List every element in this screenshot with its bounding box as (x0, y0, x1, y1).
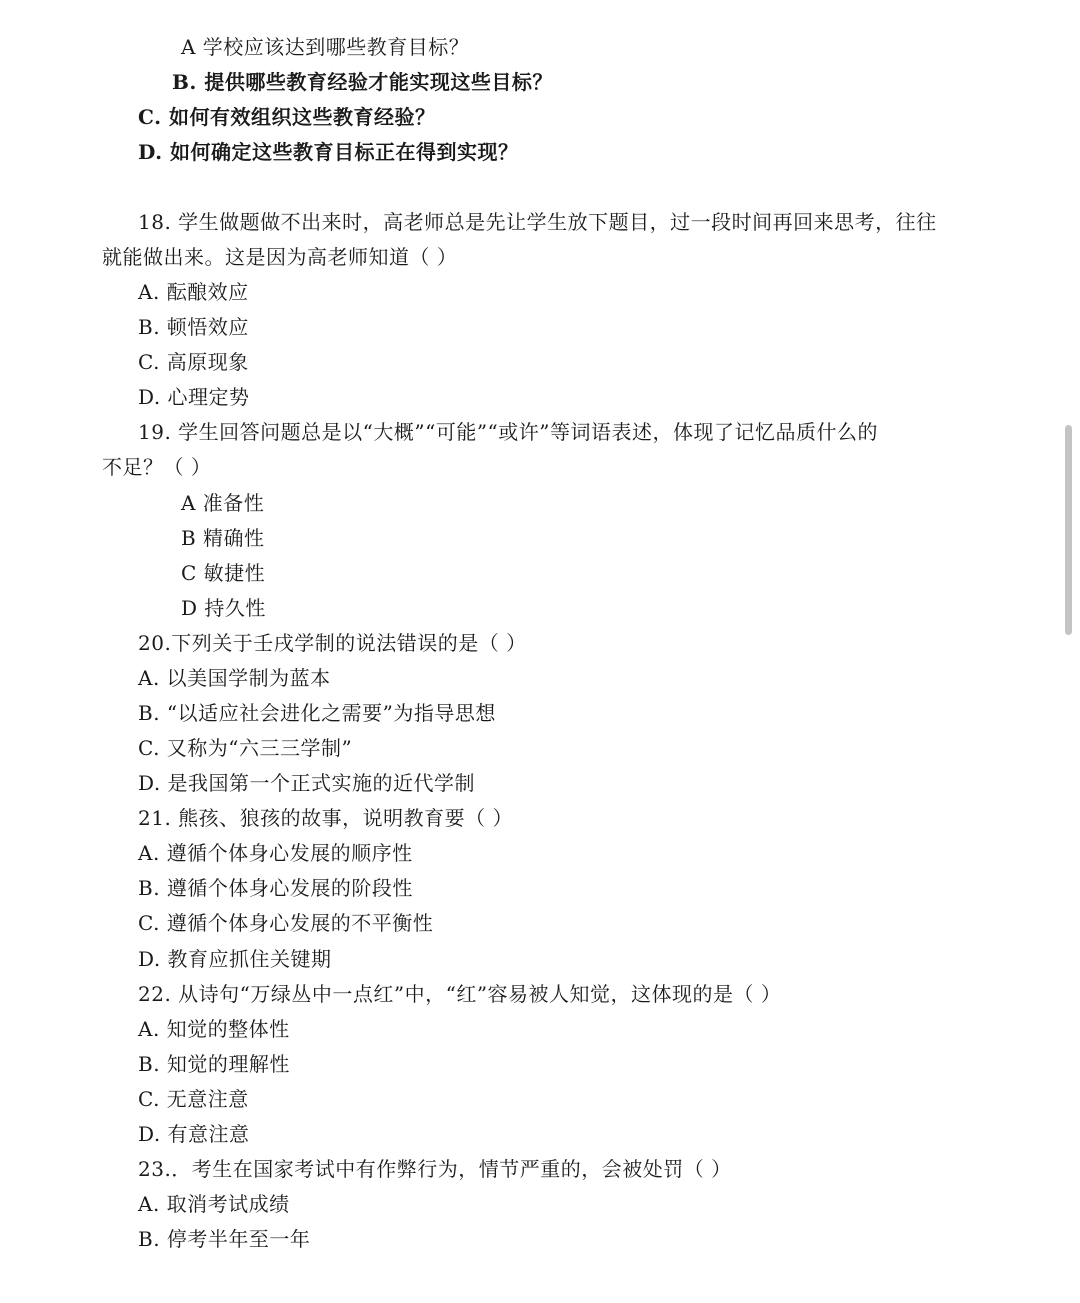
vertical-scrollbar[interactable] (1065, 425, 1072, 635)
q19-option-b: B 精确性 (181, 526, 265, 550)
q21-option-c: C. 遵循个体身心发展的不平衡性 (138, 911, 434, 935)
q20-option-c: C. 又称为“六三三学制” (138, 736, 353, 760)
q18-option-c: C. 高原现象 (138, 350, 249, 374)
q18-stem-line-1: 18. 学生做题做不出来时，高老师总是先让学生放下题目，过一段时间再回来思考，往往 (138, 210, 937, 234)
q20-option-a: A. 以美国学制为蓝本 (138, 666, 331, 690)
q17-option-b: B. 提供哪些教育经验才能实现这些目标？ (172, 70, 553, 94)
q22-option-c: C. 无意注意 (138, 1087, 249, 1111)
q17-option-c: C. 如何有效组织这些教育经验？ (138, 105, 436, 129)
q19-option-a: A 准备性 (181, 491, 265, 515)
q22-option-b: B. 知觉的理解性 (138, 1052, 290, 1076)
q19-stem-line-2: 不足？（ ） (102, 455, 212, 479)
q22-stem: 22. 从诗句“万绿丛中一点红”中，“红”容易被人知觉，这体现的是（ ） (138, 982, 782, 1006)
q20-stem: 20.下列关于壬戌学制的说法错误的是（ ） (138, 631, 527, 655)
q21-option-b: B. 遵循个体身心发展的阶段性 (138, 876, 413, 900)
q19-stem-line-1: 19. 学生回答问题总是以“大概”“可能”“或许”等词语表述，体现了记忆品质什么的 (138, 420, 879, 444)
q21-stem: 21. 熊孩、狼孩的故事，说明教育要（ ） (138, 806, 514, 830)
q18-option-a: A. 酝酿效应 (138, 280, 249, 304)
q21-option-d: D. 教育应抓住关键期 (138, 947, 332, 971)
q23-stem: 23.．考生在国家考试中有作弊行为，情节严重的，会被处罚（ ） (138, 1157, 732, 1181)
q18-option-b: B. 顿悟效应 (138, 315, 249, 339)
q19-option-d: D 持久性 (181, 596, 266, 620)
q19-option-c: C 敏捷性 (181, 561, 266, 585)
q22-option-d: D. 有意注意 (138, 1122, 250, 1146)
q22-option-a: A. 知觉的整体性 (138, 1017, 290, 1041)
q17-option-d: D. 如何确定这些教育目标正在得到实现？ (138, 140, 519, 164)
q20-option-d: D. 是我国第一个正式实施的近代学制 (138, 771, 476, 795)
q23-option-a: A. 取消考试成绩 (138, 1192, 290, 1216)
q18-stem-line-2: 就能做出来。这是因为高老师知道（ ） (102, 245, 458, 269)
q23-option-b: B. 停考半年至一年 (138, 1227, 311, 1251)
q21-option-a: A. 遵循个体身心发展的顺序性 (138, 841, 413, 865)
q18-option-d: D. 心理定势 (138, 385, 250, 409)
q20-option-b: B. “以适应社会进化之需要”为指导思想 (138, 701, 496, 725)
q17-option-a: A 学校应该达到哪些教育目标？ (181, 35, 470, 59)
